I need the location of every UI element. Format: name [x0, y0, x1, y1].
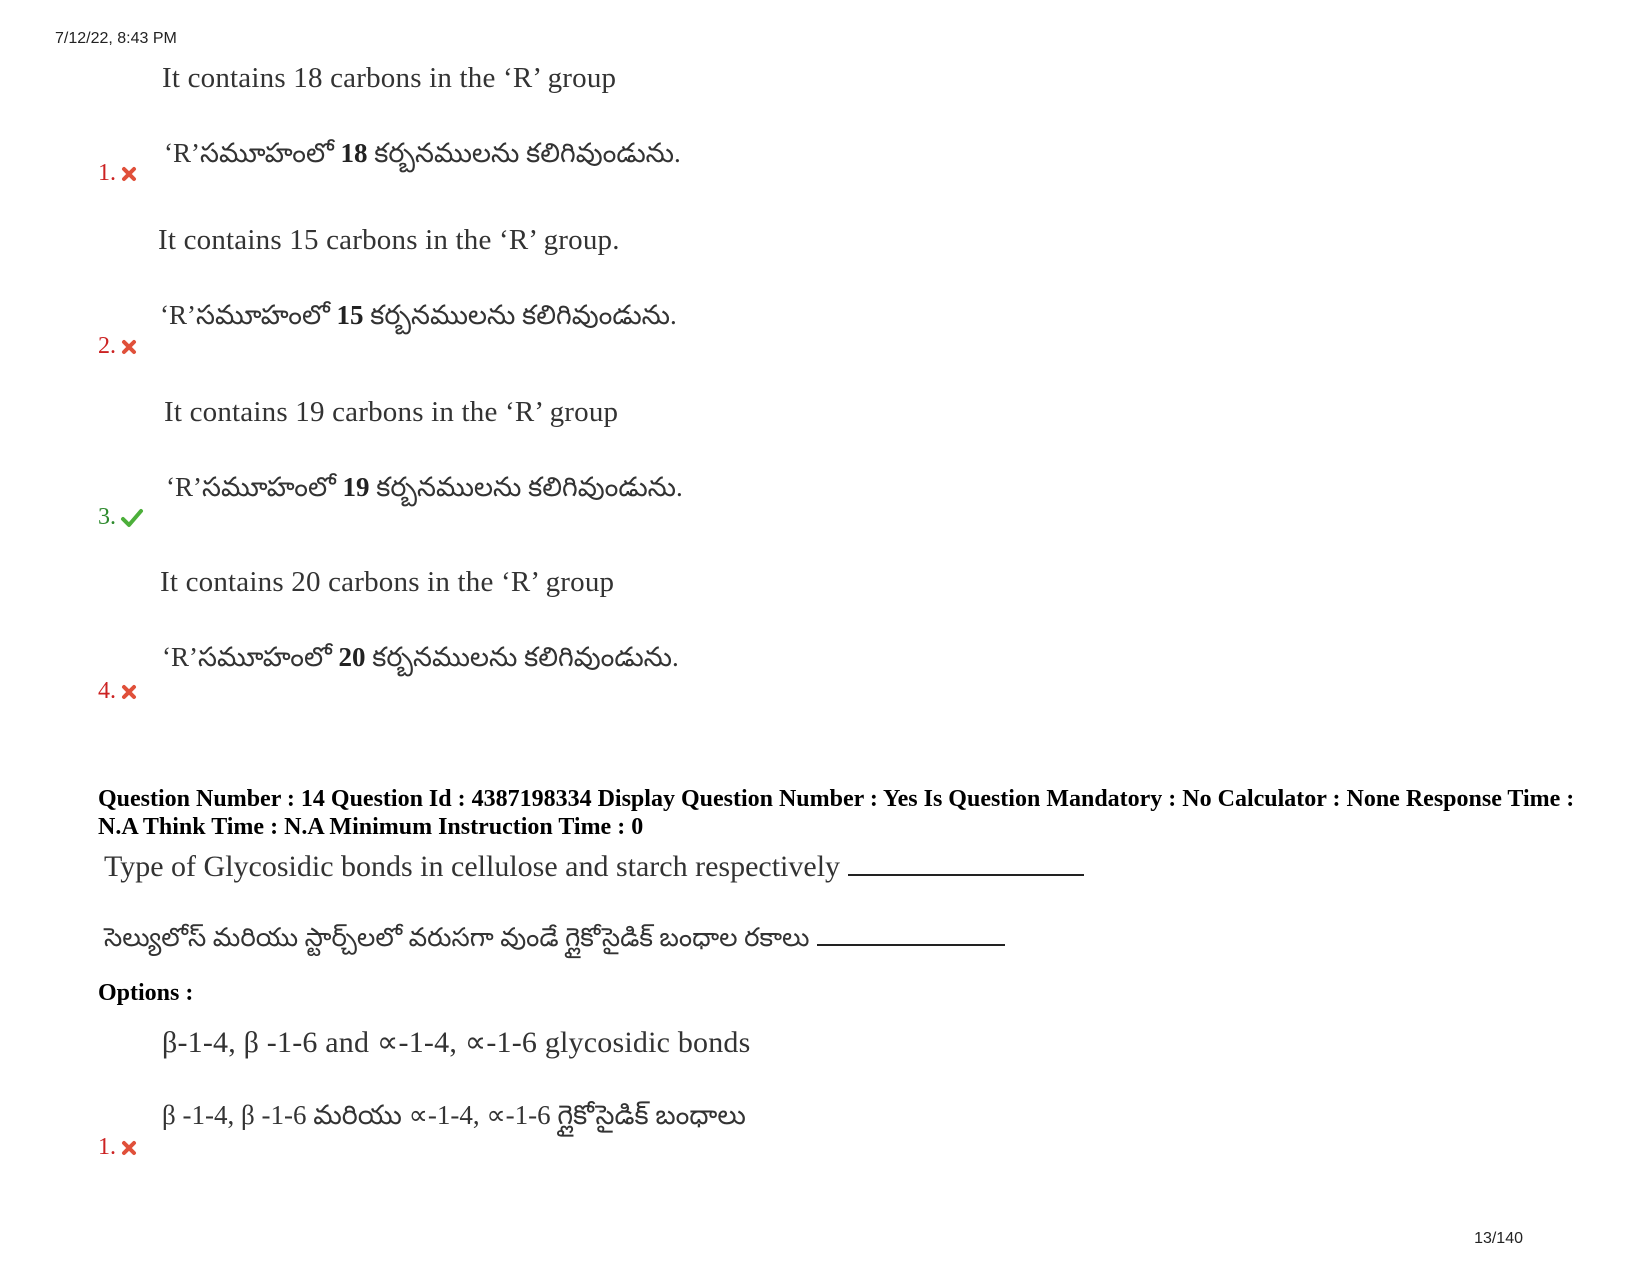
option-1-telugu-number: 18 — [340, 138, 368, 168]
option-1-telugu — [164, 138, 681, 176]
wrong-cross-icon — [120, 1139, 138, 1157]
option-4-telugu-suffix: కర్బనములను కలిగివుండును. — [365, 642, 679, 672]
question-text-telugu-body: సెల్యులోస్ మరియు స్టార్చ్‌లలో వరుసగా వుండే గ్లైకోసైడిక్ బంధాల రకాలు — [104, 923, 810, 952]
option-2-english: It contains 15 carbons in the ‘R’ group. — [158, 224, 620, 256]
option-1-telugu-suffix: కర్బనములను కలిగివుండును. — [367, 138, 681, 168]
option-3-marker — [98, 504, 144, 531]
q14-option-1-english: β-1-4, β -1-6 and ∝-1-4, ∝-1-6 glycosidic bonds — [162, 1026, 751, 1059]
option-3-telugu — [166, 472, 683, 510]
question-text-telugu — [104, 922, 1005, 959]
correct-check-icon — [120, 508, 144, 528]
answer-blank — [817, 922, 1005, 946]
wrong-cross-icon — [120, 683, 138, 701]
option-4-marker — [98, 678, 138, 705]
option-2-marker — [98, 333, 138, 360]
page-number: 13/140 — [1474, 1230, 1523, 1247]
option-4-telugu-prefix: ‘R’సమూహంలో — [162, 642, 339, 672]
wrong-cross-icon — [120, 338, 138, 356]
option-4-number: 4. — [98, 678, 116, 704]
q14-option-1-telugu: β -1-4, β -1-6 మరియు ∝-1-4, ∝-1-6 గ్లైకోసైడిక్ బంధాలు — [162, 1100, 746, 1130]
option-2-telugu — [160, 300, 677, 338]
option-2-telugu-number: 15 — [336, 300, 364, 330]
option-2-number: 2. — [98, 333, 116, 359]
wrong-cross-icon — [120, 165, 138, 183]
answer-blank — [848, 852, 1084, 876]
option-3-telugu-suffix: కర్బనములను కలిగివుండును. — [369, 472, 683, 502]
option-4-english: It contains 20 carbons in the ‘R’ group — [160, 566, 615, 598]
question-text-english-body: Type of Glycosidic bonds in cellulose and starch respectively — [104, 850, 841, 883]
option-2-telugu-prefix: ‘R’సమూహంలో — [160, 300, 337, 330]
option-1-marker — [98, 160, 138, 187]
option-3-telugu-prefix: ‘R’సమూహంలో — [166, 472, 343, 502]
option-3-english: It contains 19 carbons in the ‘R’ group — [164, 396, 619, 428]
option-1-number: 1. — [98, 160, 116, 186]
question-text-english — [104, 850, 1084, 884]
option-3-telugu-number: 19 — [342, 472, 370, 502]
print-timestamp: 7/12/22, 8:43 PM — [55, 30, 177, 47]
q14-option-1-number: 1. — [98, 1134, 116, 1160]
option-2-telugu-suffix: కర్బనములను కలిగివుండును. — [363, 300, 677, 330]
q14-option-1-marker — [98, 1134, 138, 1161]
option-1-english: It contains 18 carbons in the ‘R’ group — [162, 62, 617, 94]
option-4-telugu-number: 20 — [338, 642, 366, 672]
option-3-number: 3. — [98, 504, 116, 530]
option-1-telugu-prefix: ‘R’సమూహంలో — [164, 138, 341, 168]
option-4-telugu — [162, 642, 679, 680]
options-label: Options : — [98, 980, 194, 1006]
question-meta: Question Number : 14 Question Id : 4387198334 Display Question Number : Yes Is Question Mandatory : No Calculator : None Response Time : N.A Think Time : N.A Minimum Instruction Time : 0 — [98, 786, 1575, 840]
